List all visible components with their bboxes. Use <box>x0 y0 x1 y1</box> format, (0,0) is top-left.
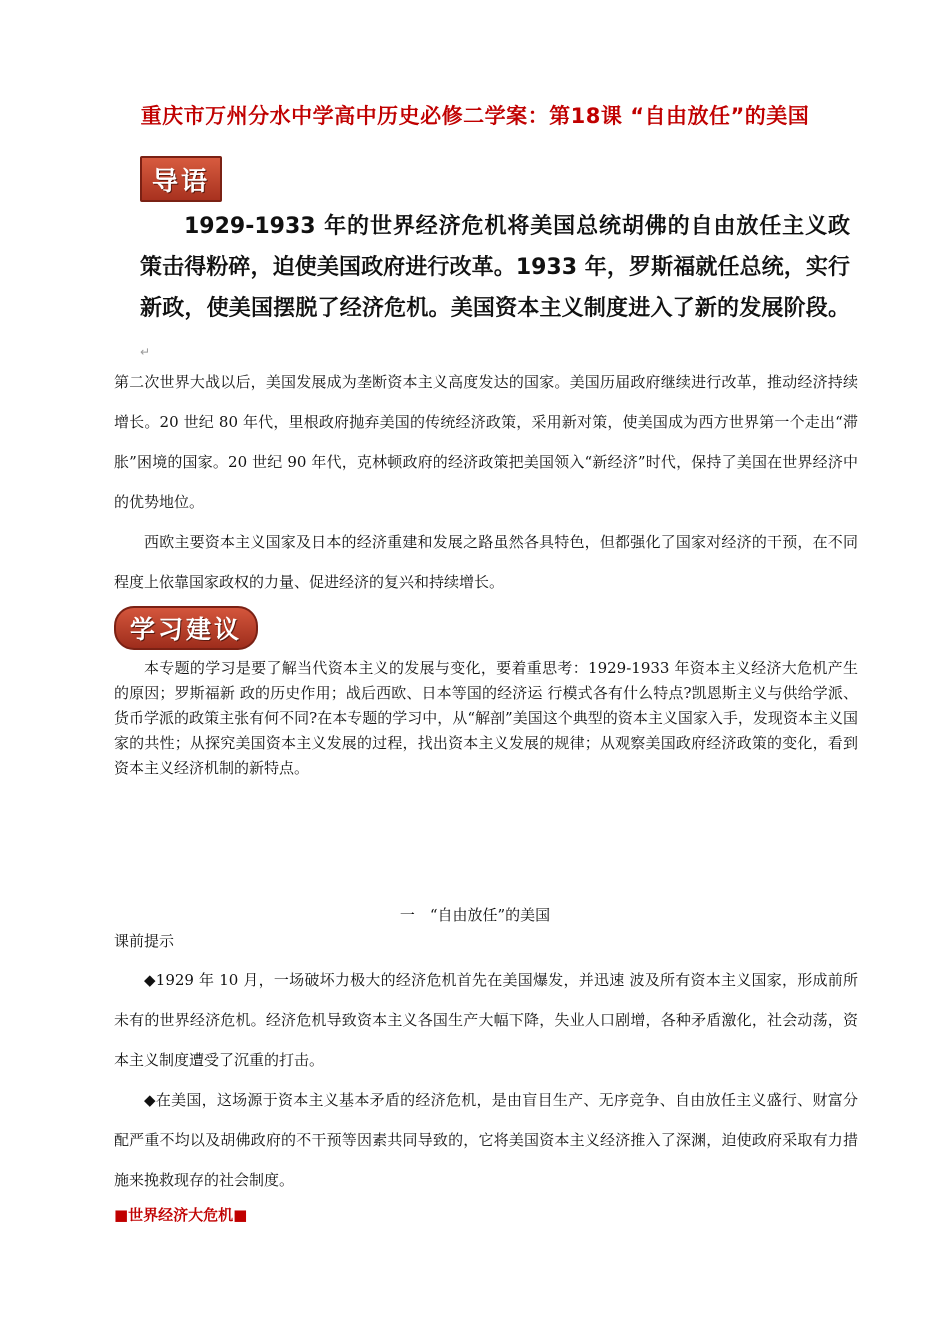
study-advice-paragraph: 本专题的学习是要了解当代资本主义的发展与变化，要着重思考：1929-1933 年资本主义经济大危机产生的原因；罗斯福新 政的历史作用；战后西欧、日本等国的经济运 行模式各有什么特点?凯恩斯主义与供给学派、货币学派的政策主张有何不同?在本专题的学习中，从“解剖”美国这个典型的资本主义国家入手，发现资本主义国家的共性；从探究美国资本主义发展的过程，找出资本主义发展的规律；从观察美国政府经济政策的变化，看到资本主义经济机制的新特点。 <box>114 659 858 777</box>
paragraph-postwar-usa: 第二次世界大战以后，美国发展成为垄断资本主义高度发达的国家。美国历届政府继续进行改革，推动经济持续增长。20 世纪 80 年代，里根政府抛弃美国的传统经济政策，采用新对策，使美国成为西方世界第一个走出“滞胀”困境的国家。20 世纪 90 年代，克林顿政府的经济政策把美国领入“新经济”时代，保持了美国在世界经济中的优势地位。 <box>114 373 858 511</box>
intro-text: 1929-1933 年的世界经济危机将美国总统胡佛的自由放任主义政策击得粉碎，迫使美国政府进行改革。1933 年，罗斯福就任总统，实行新政，使美国摆脱了经济危机。美国资本主义制度进入了新的发展阶段。 <box>140 214 850 321</box>
paragraph-west-europe-japan: 西欧主要资本主义国家及日本的经济重建和发展之路虽然各具特色，但都强化了国家对经济的干预，在不同程度上依靠国家政权的力量、促进经济的复兴和持续增长。 <box>114 533 858 591</box>
diamond-bullet-icon: ◆ <box>144 1091 156 1109</box>
intro-badge <box>140 156 222 202</box>
intro-paragraph <box>140 206 850 373</box>
tip-text-2: 在美国，这场源于资本主义基本矛盾的经济危机，是由盲目生产、无序竞争、自由放任主义盛行、财富分配严重不均以及胡佛政府的不干预等因素共同导致的，它将美国资本主义经济推入了深渊，迫使政府采取有力措施来挽救现存的社会制度。 <box>114 1091 858 1189</box>
study-advice-badge <box>114 606 258 650</box>
study-advice-badge-label: 学习建议 <box>129 615 242 644</box>
intro-badge-label: 导语 <box>151 166 210 197</box>
pre-class-tip-label: 课前提示 <box>114 932 175 950</box>
section-title: 一 “自由放任”的美国 <box>399 906 551 924</box>
tip-paragraph-2 <box>114 1080 858 1200</box>
tip-text-1: 1929 年 10 月，一场破坏力极大的经济危机首先在美国爆发，并迅速 波及所有资本主义国家，形成前所未有的世界经济危机。经济危机导致资本主义各国生产大幅下降，失业人口剧增，各种矛盾激化，社会动荡，资本主义制度遭受了沉重的打击。 <box>114 971 858 1069</box>
tip-paragraph-1 <box>114 960 858 1080</box>
page-title: 重庆市万州分水中学高中历史必修二学案：第18课 “自由放任”的美国 <box>140 104 810 128</box>
world-economic-crisis-heading: ■世界经济大危机■ <box>114 1206 248 1224</box>
diamond-bullet-icon: ◆ <box>144 971 156 989</box>
paragraph-mark-icon: ↵ <box>140 345 151 359</box>
